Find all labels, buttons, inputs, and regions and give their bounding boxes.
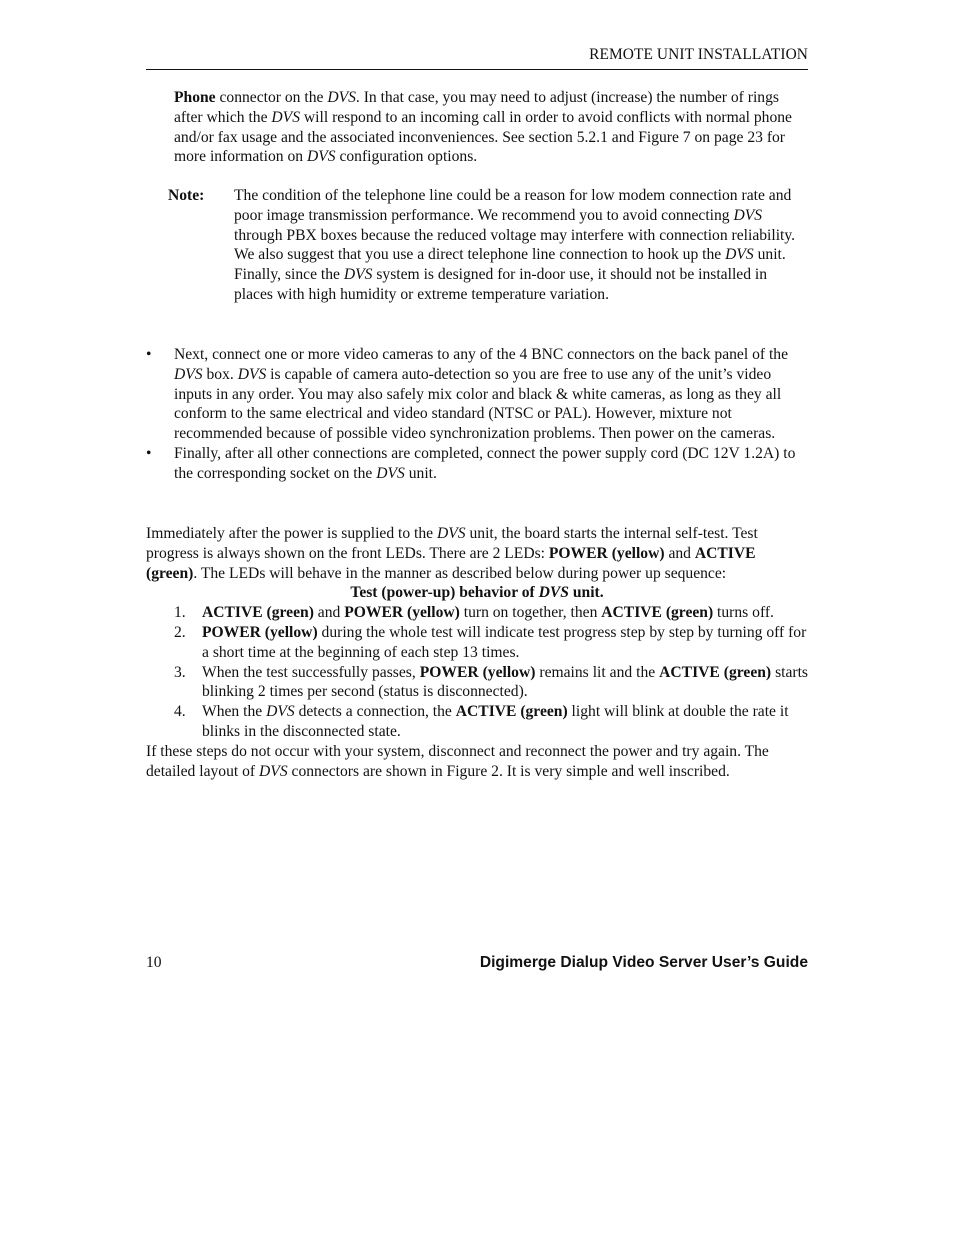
step-number: 1. (174, 604, 186, 622)
product-name: DVS (376, 464, 405, 482)
led-power-label: POWER (yellow) (344, 604, 460, 622)
text-run: When the (202, 703, 267, 721)
product-name: DVS (725, 246, 754, 264)
product-name: DVS (259, 762, 288, 780)
text-run: turn on together, then (459, 604, 602, 622)
text-run: The condition of the telephone line could be a reason for low modem connection rate and poor image transmission performance. We recommend you to avoid connecting (234, 187, 792, 224)
text-run: unit. (404, 464, 437, 482)
product-name: DVS (733, 206, 763, 224)
text-run: If these steps do not occur with your system, disconnect and reconnect the power and try again. The detailed layout of (146, 742, 769, 780)
led-power-label: POWER (yellow) (202, 623, 318, 641)
power-up-paragraph (146, 524, 808, 583)
text-run: connectors are shown in Figure 2. It is very simple and well inscribed. (287, 762, 730, 780)
led-active-label: ACTIVE (green) (202, 604, 314, 622)
text-run: unit. Finally, since the (234, 246, 786, 284)
text-run: box. (202, 365, 238, 383)
led-power-label: POWER (yellow) (419, 663, 536, 681)
product-name: DVS (343, 266, 373, 284)
product-name: DVS (538, 584, 569, 602)
product-name: DVS (271, 108, 301, 126)
text-run: starts blinking 2 times per second (status is disconnected). (202, 663, 808, 701)
bullet-item-cameras (146, 345, 808, 444)
steps-caption (146, 583, 808, 603)
text-run: unit, the board starts the internal self-test. Test progress is always shown on the front LEDs. There are 2 LEDs: (146, 525, 758, 562)
product-name: DVS (327, 89, 356, 106)
step-item (146, 603, 808, 623)
product-name: DVS (437, 525, 466, 542)
led-active-label: ACTIVE (green) (601, 604, 714, 622)
product-name: DVS (266, 703, 295, 721)
product-name: DVS (174, 365, 203, 383)
phone-term: Phone (174, 89, 216, 106)
step-number: 2. (174, 623, 186, 641)
text-run: Finally, after all other connections are completed, connect the power supply cord (DC 12V 1.2A) to the corresponding socket on the (174, 444, 796, 482)
step-item (146, 623, 808, 663)
step-item (146, 663, 808, 703)
led-active-label: ACTIVE (green) (659, 663, 772, 681)
text-run: is capable of camera auto-detection so you are free to use any of the unit’s video inputs in any order. You may also safely mix color and black & white cameras, as long as they all conform to the same electrical and video standard (NTSC or PAL). However, mixture not recommended because of possible video synchronization problems. Then power on the cameras. (174, 365, 782, 443)
bullet-marker: • (146, 444, 152, 462)
text-run: When the test successfully passes, (202, 663, 420, 681)
footer-guide-title: Digimerge Dialup Video Server User’s Guide (479, 954, 808, 971)
text-run: unit. (568, 584, 604, 602)
bullet-list (146, 345, 808, 484)
text-run: and (313, 604, 345, 622)
continued-paragraph (174, 88, 808, 167)
header-divider (146, 69, 808, 70)
text-run: connector on the (215, 89, 328, 106)
bullet-marker: • (146, 346, 152, 363)
power-up-section (146, 524, 808, 781)
text-run: and (664, 544, 695, 562)
led-active-label: ACTIVE (green) (455, 703, 568, 721)
text-run: will respond to an incoming call in order to avoid conflicts with normal phone and/or fax usage and the associated inconveniences. See section 5.2.1 and Figure 7 on page 23 for more information on (174, 108, 792, 166)
step-number: 3. (174, 663, 186, 681)
running-header: REMOTE UNIT INSTALLATION (589, 46, 808, 63)
product-name: DVS (237, 365, 267, 383)
text-run: remains lit and the (535, 663, 660, 681)
text-run: Next, connect one or more video cameras to any of the 4 BNC connectors on the back panel of the (174, 346, 789, 363)
text-run: through PBX boxes because the reduced voltage may interfere with connection reliability. We also suggest that you use a direct telephone line connection to hook up the (234, 226, 796, 264)
text-run: turns off. (713, 604, 774, 622)
closing-paragraph (146, 742, 808, 782)
text-run: Test (power-up) behavior of (350, 584, 539, 602)
product-name: DVS (306, 148, 336, 166)
text-run: . In that case, you may need to adjust (increase) the number of rings after which the (174, 89, 779, 126)
text-run: detects a connection, the (294, 703, 456, 721)
text-run: during the whole test will indicate test progress step by step by turning off for a short time at the beginning of each step 13 times. (202, 623, 807, 661)
led-active-label: ACTIVE (green) (146, 544, 756, 582)
text-run: configuration options. (335, 148, 478, 166)
note-text (234, 186, 808, 305)
bullet-item-power (146, 444, 808, 484)
text-run: . The LEDs will behave in the manner as described below during power up sequence: (193, 564, 727, 582)
steps-list (146, 603, 808, 742)
text-run: system is designed for in-door use, it should not be installed in places with high humidity or extreme temperature variation. (234, 266, 768, 303)
text-run: light will blink at double the rate it blinks in the disconnected state. (202, 703, 789, 740)
note-label: Note: (168, 187, 205, 204)
page-number: 10 (146, 954, 162, 971)
text-run: Immediately after the power is supplied to the (146, 525, 437, 542)
step-item (146, 702, 808, 742)
led-power-label: POWER (yellow) (548, 544, 665, 562)
step-number: 4. (174, 703, 186, 721)
